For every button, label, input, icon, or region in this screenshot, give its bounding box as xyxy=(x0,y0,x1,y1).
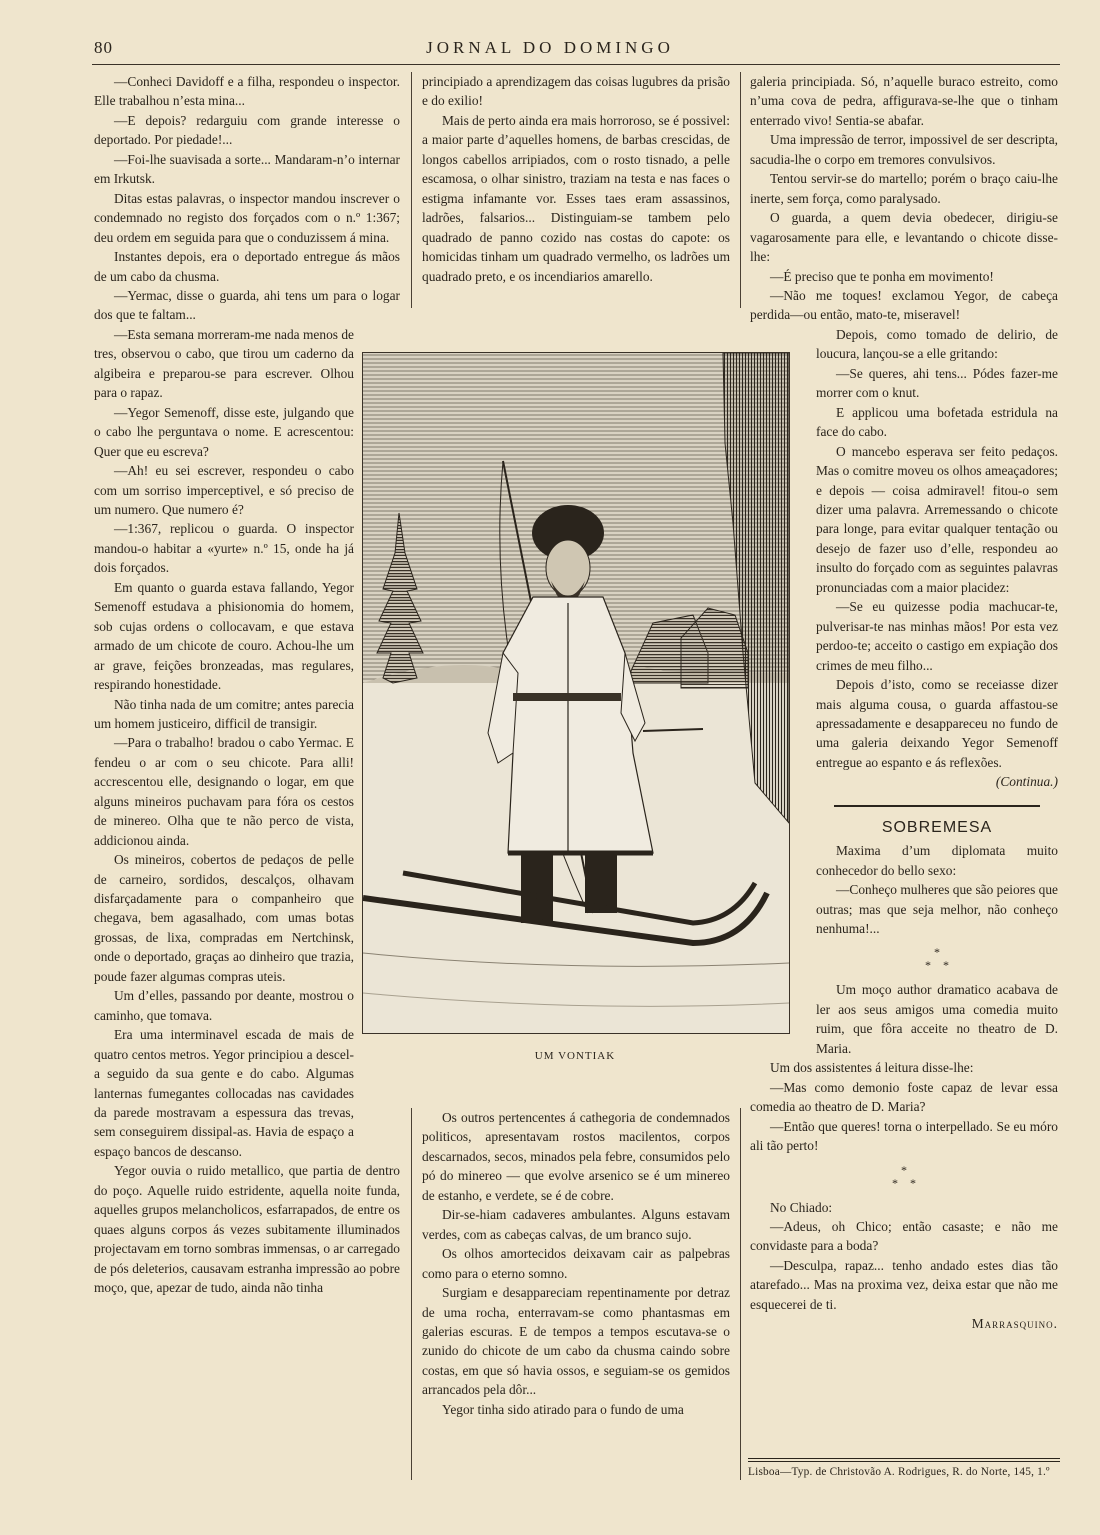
paragraph: Tentou servir-se do martello; porém o braço caiu-lhe inerte, sem força, como paralysado. xyxy=(750,171,1058,206)
paragraph: Não tinha nada de um comitre; antes parecia um homem justiceiro, difficil de transigir. xyxy=(94,696,354,731)
column-2-bottom xyxy=(422,1108,730,1419)
paragraph: —Então que queres! torna o interpellado. Se eu móro ali tão perto! xyxy=(750,1118,1058,1154)
paragraph: Os mineiros, cobertos de pedaços de pelle de carneiro, sordidos, descalços, olhavam disfarçadamente para o companheiro que chegava, bem agasalhado, com umas botas grossas, de lixa, compradas em Nertchinsk, onde o deportado, graças ao dinheiro que trazia, poude fazer algumas compras uteis. xyxy=(94,852,354,984)
paragraph: —Se queres, ahi tens... Pódes fazer-me morrer com o knut. xyxy=(816,365,1058,401)
paragraph: Ditas estas palavras, o inspector mandou inscrever o condemnado no registo dos forçados com o n.º 1:367; deu ordem em seguida para que o conduzissem á mina. xyxy=(94,190,400,245)
paragraph: Instantes depois, era o deportado entregue ás mãos de um cabo da chusma. xyxy=(94,249,400,284)
paragraph: Os outros pertencentes á cathegoria de condemnados politicos, apresentavam rostos macilentos, corpos descarnados, secos, minados pela febre, consumidos pelo pó do minereo — que evolve arsenico se é um minereo de estanho, e verdete, se é de cobre. xyxy=(422,1110,730,1203)
paragraph: —Ah! eu sei escrever, respondeu o cabo com um sorriso imperceptivel, e só preciso de um numero. Que numero é? xyxy=(94,463,354,517)
paragraph: Yegor tinha sido atirado para o fundo de uma xyxy=(442,1401,684,1417)
masthead-title: JORNAL DO DOMINGO xyxy=(426,38,674,57)
paragraph: —É preciso que te ponha em movimento! xyxy=(770,268,994,284)
header-rule xyxy=(92,64,1060,65)
footer-rule-bottom xyxy=(748,1461,1060,1462)
section-ornament-rule xyxy=(816,802,1058,810)
paragraph: —Se eu quizesse podia machucar-te, pulverisar-te nas minhas mãos! Por esta vez perdoo-te; acceito o castigo em expiação dos crimes de meu filho... xyxy=(816,599,1058,673)
column-rule-1-bottom xyxy=(411,1108,412,1480)
column-rule-1-top xyxy=(411,72,412,308)
column-rule-2-top xyxy=(740,72,741,308)
paragraph: —Mas como demonio foste capaz de levar essa comedia ao theatro de D. Maria? xyxy=(750,1079,1058,1115)
sobremesa-title: SOBREMESA xyxy=(881,818,993,836)
paragraph: Depois, como tomado de delirio, de loucura, lançou-se a elle gritando: xyxy=(816,326,1058,362)
continua-note: (Continua.) xyxy=(995,774,1058,790)
paragraph: Um d’elles, passando por deante, mostrou o caminho, que tomava. xyxy=(94,988,354,1023)
paragraph: —Yermac, disse o guarda, ahi tens um para o logar dos que te faltam... xyxy=(94,287,400,323)
illustration-caption: UM VONTIAK xyxy=(534,1050,616,1062)
page-number: 80 xyxy=(94,38,113,57)
paragraph: Yegor ouvia o ruido metallico, que partia de dentro do poço. Aquelle ruido estridente, aquella noite funda, aquelles grupos melancholicos, esfarrapados, de entre os quaes alguns corpos ás vezes subitamente illuminados projectavam em torno sombras immensas, o ar carregado de pós deleterios, causavam estranha impressão ao pobre moço, que, apezar de tudo, ainda não tinha xyxy=(94,1163,400,1296)
paragraph: —Adeus, oh Chico; então casaste; e não me convidaste para a boda? xyxy=(750,1219,1058,1254)
paragraph: —Esta semana morreram-me nada menos de tres, observou o cabo, que tirou um caderno da algibeira e preparou-se para escrever. Olhou para o rapaz. xyxy=(94,326,354,401)
paragraph: —Yegor Semenoff, disse este, julgando que o cabo lhe perguntava o nome. E acrescentou: Quer que eu escreva? xyxy=(94,404,354,459)
illustration-vontiak xyxy=(362,352,790,1034)
column-3 xyxy=(750,72,1058,1334)
paragraph: O mancebo esperava ser feito pedaços. Mas o comitre moveu os olhos ameaçadores; e depois — coisa admiravel! fitou-o sem dizer uma palavra. Arremessando o chicote para longe, para evitar qualquer tentação ou desejo de fazer uso d’elle, respondeu ao insulto do forçado com as seguintes palavras pronunciadas com a maior placidez: xyxy=(816,443,1058,595)
vontiak-engraving xyxy=(363,353,789,1033)
paragraph: Era uma interminavel escada de mais de quatro centos metros. Yegor principiou a descel-a seguido da sua gente e do cabo. Algumas lanternas fumegantes collocadas nas cavidades da parede mostravam a espessura das trevas, sem conseguirem dissipal-as. Havia de espaço a espaço bancos de descanso. xyxy=(94,1027,354,1159)
paragraph: Maxima d’um diplomata muito conhecedor do bello sexo: xyxy=(816,843,1058,878)
paragraph: Uma impressão de terror, impossivel de ser descripta, sacudia-lhe o corpo em tremores convulsivos. xyxy=(750,132,1058,167)
column-rule-2-bottom xyxy=(740,1108,741,1480)
paragraph: No Chiado: xyxy=(770,1199,833,1215)
paragraph: —E depois? redarguiu com grande interesse o deportado. Por piedade!... xyxy=(94,112,400,148)
paragraph: galeria principiada. Só, n’aquelle buraco estreito, como n’uma cova de pedra, affigurava-se-lhe que o tinham enterrado vivo! Sentia-se abafar. xyxy=(750,74,1058,128)
paragraph: —Conheço mulheres que são peiores que outras; mas que seja melhor, não conheço nenhuma!... xyxy=(816,882,1058,937)
asterism-divider: * * * xyxy=(925,945,949,973)
paragraph: —Não me toques! exclamou Yegor, de cabeça perdida—ou então, mato-te, miseravel! xyxy=(750,287,1058,323)
printer-imprint: Lisboa—Typ. de Christovão A. Rodrigues, R. do Norte, 145, 1.º xyxy=(748,1466,1050,1478)
paragraph: Depois d’isto, como se receiasse dizer mais alguma cousa, o guarda affastou-se apressadamente e desappareceu no fundo de uma galeria deixando Yegor Semenoff entregue ao espanto e ás reflexões. xyxy=(816,677,1058,770)
footer-rule-top xyxy=(748,1458,1060,1459)
paragraph: principiado a aprendizagem das coisas lugubres da prisão e do exilio! xyxy=(422,74,730,109)
paragraph: —1:367, replicou o guarda. O inspector mandou-o habitar a «yurte» n.º 15, onde ha já dois forçados. xyxy=(94,521,354,576)
paragraph: —Foi-lhe suavisada a sorte... Mandaram-n’o internar em Irkutsk. xyxy=(94,151,400,187)
column-2-top xyxy=(422,72,730,286)
paragraph: Em quanto o guarda estava fallando, Yegor Semenoff estudava a phisionomia do homem, sob cujas ordens o collocavam, e que estava armado de um chicote de couro. Achou-lhe um ar grave, feições bronzeadas, mas regulares, respirando honestidade. xyxy=(94,579,354,693)
paragraph: Mais de perto ainda era mais horroroso, se é possivel: a maior parte d’aquelles homens, de barbas crescidas, de longos cabellos arripiados, com o rosto tisnado, a pelle escamosa, o olhar sinistro, traziam na testa e nas faces o estigma infamante vor. Esses taes eram assassinos, ladrões, falsarios... Distinguiam-se tambem pelo quadrado de panno cozido nas costas do capote: os homicidas tinham um quadrado vermelho, os ladrões um quadrado preto, e os incendiarios amarello. xyxy=(422,112,730,284)
paragraph: —Desculpa, rapaz... tenho andado estes dias tão atarefado... Mas na proxima vez, deixa estar que não me esquecerei de ti. xyxy=(750,1257,1058,1312)
paragraph: Um moço author dramatico acabava de ler aos seus amigos uma comedia muito ruim, que fôra acceite no theatro de D. Maria. xyxy=(816,982,1058,1056)
paragraph: —Para o trabalho! bradou o cabo Yermac. E fendeu o ar com o seu chicote. Para alli! accrescentou elle, designando o logar, em que alguns mineiros puchavam para fóra os cestos de minereo. Olha que te não perco de vista, addicionou ainda. xyxy=(94,735,354,848)
paragraph: Dir-se-hiam cadaveres ambulantes. Alguns estavam verdes, com as cabeças calvas, de um branco sujo. xyxy=(422,1207,730,1242)
paragraph: —Conheci Davidoff e a filha, respondeu o inspector. Elle trabalhou n’esta mina... xyxy=(94,74,400,109)
column-1 xyxy=(94,72,400,1298)
paragraph: Os olhos amortecidos deixavam cair as palpebras como para o eterno somno. xyxy=(422,1246,730,1281)
signature: Marrasquino. xyxy=(971,1316,1058,1332)
paragraph: E applicou uma bofetada estridula na face do cabo. xyxy=(816,404,1058,440)
paragraph: Um dos assistentes á leitura disse-lhe: xyxy=(770,1060,974,1076)
paragraph: O guarda, a quem devia obedecer, dirigiu-se vagarosamente para elle, e levantando o chicote disse-lhe: xyxy=(750,210,1058,265)
asterism-divider: * * * xyxy=(892,1162,916,1190)
paragraph: Surgiam e desappareciam repentinamente por detraz de uma rocha, enterravam-se como phantasmas em galerias escuras. E de tempos a tempos escutava-se o zunido do chicote de um cabo da chusma caindo sobre costas, em que só havia ossos, e seguiam-se os gemidos arrancados pela dôr... xyxy=(422,1285,730,1398)
